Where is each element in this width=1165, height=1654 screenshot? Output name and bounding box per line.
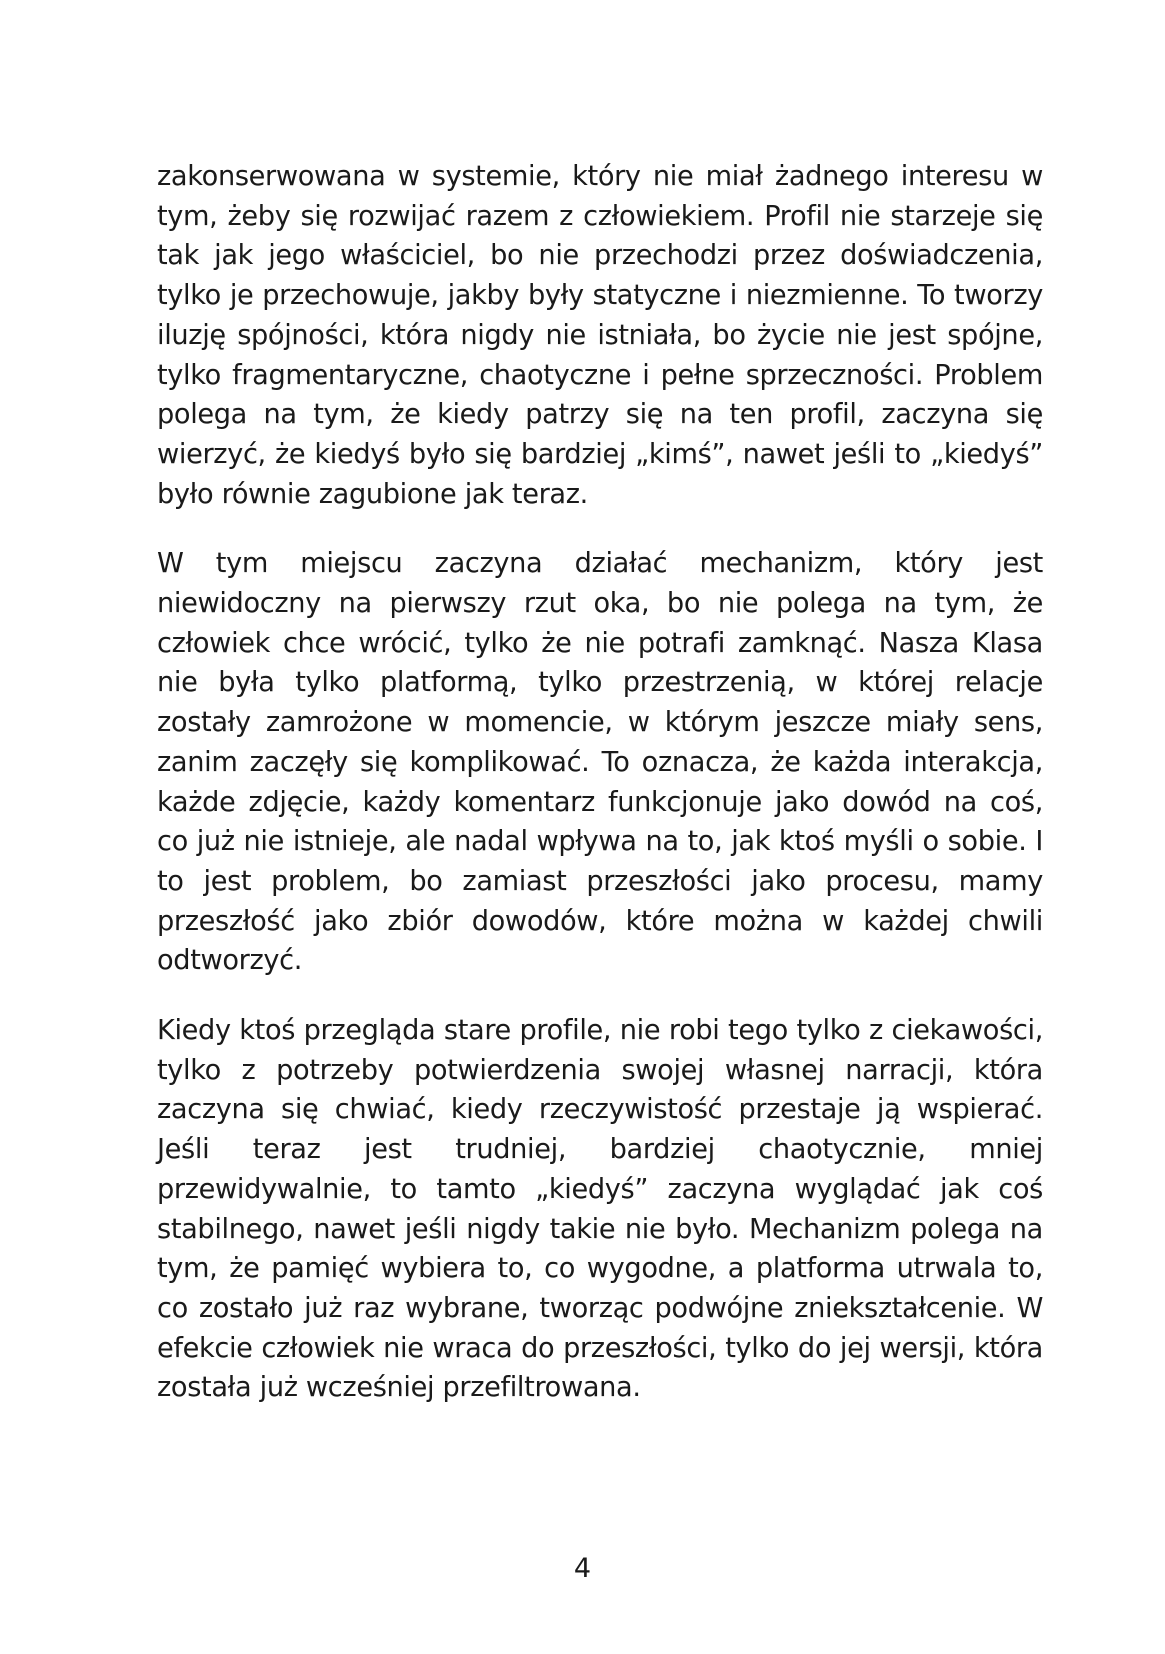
paragraph-2: W tym miejscu zaczyna działać mechanizm, który jest niewidoczny na pierwszy rzut oka, bo nie polega na tym, że człowiek chce wrócić, tylko że nie potrafi zamknąć. Nasza Klasa nie była tylko platformą, tylko przestrzenią, w której relacje zostały zamrożone w momencie, w którym jeszcze miały sens, zanim zaczęły się komplikować. To oznacza, że każda interakcja, każde zdjęcie, każdy komentarz funkcjonuje jako dowód na coś, co już nie istnieje, ale nadal wpływa na to, jak ktoś myśli o sobie. I to jest problem, bo zamiast przeszłości jako procesu, mamy przeszłość jako zbiór dowodów, które można w każdej chwili odtworzyć. (157, 548, 1043, 977)
page-number: 4 (573, 1553, 592, 1584)
paragraph-3: Kiedy ktoś przegląda stare profile, nie robi tego tylko z ciekawości, tylko z potrzeby potwierdzenia swojej własnej narracji, która zaczyna się chwiać, kiedy rzeczywistość przestaje ją wspierać. Jeśli teraz jest trudniej, bardziej chaotycznie, mniej przewidywalnie, to tamto „kiedyś” zaczyna wyglądać jak coś stabilnego, nawet jeśli nigdy takie nie było. Mechanizm polega na tym, że pamięć wybiera to, co wygodne, a platforma utrwala to, co zostało już raz wybrane, tworząc podwójne zniekształcenie. W efekcie człowiek nie wraca do przeszłości, tylko do jej wersji, która została już wcześniej przefiltrowana. (157, 1015, 1043, 1404)
paragraph-1: zakonserwowana w systemie, który nie miał żadnego interesu w tym, żeby się rozwijać razem z człowiekiem. Profil nie starzeje się tak jak jego właściciel, bo nie przechodzi przez doświadczenia, tylko je przechowuje, jakby były statyczne i niezmienne. To tworzy iluzję spójności, która nigdy nie istniała, bo życie nie jest spójne, tylko fragmentaryczne, chaotyczne i pełne sprzeczności. Problem polega na tym, że kiedy patrzy się na ten profil, zaczyna się wierzyć, że kiedyś było się bardziej „kimś”, nawet jeśli to „kiedyś” było równie zagubione jak teraz. (157, 161, 1043, 510)
page-body (157, 157, 1043, 1438)
